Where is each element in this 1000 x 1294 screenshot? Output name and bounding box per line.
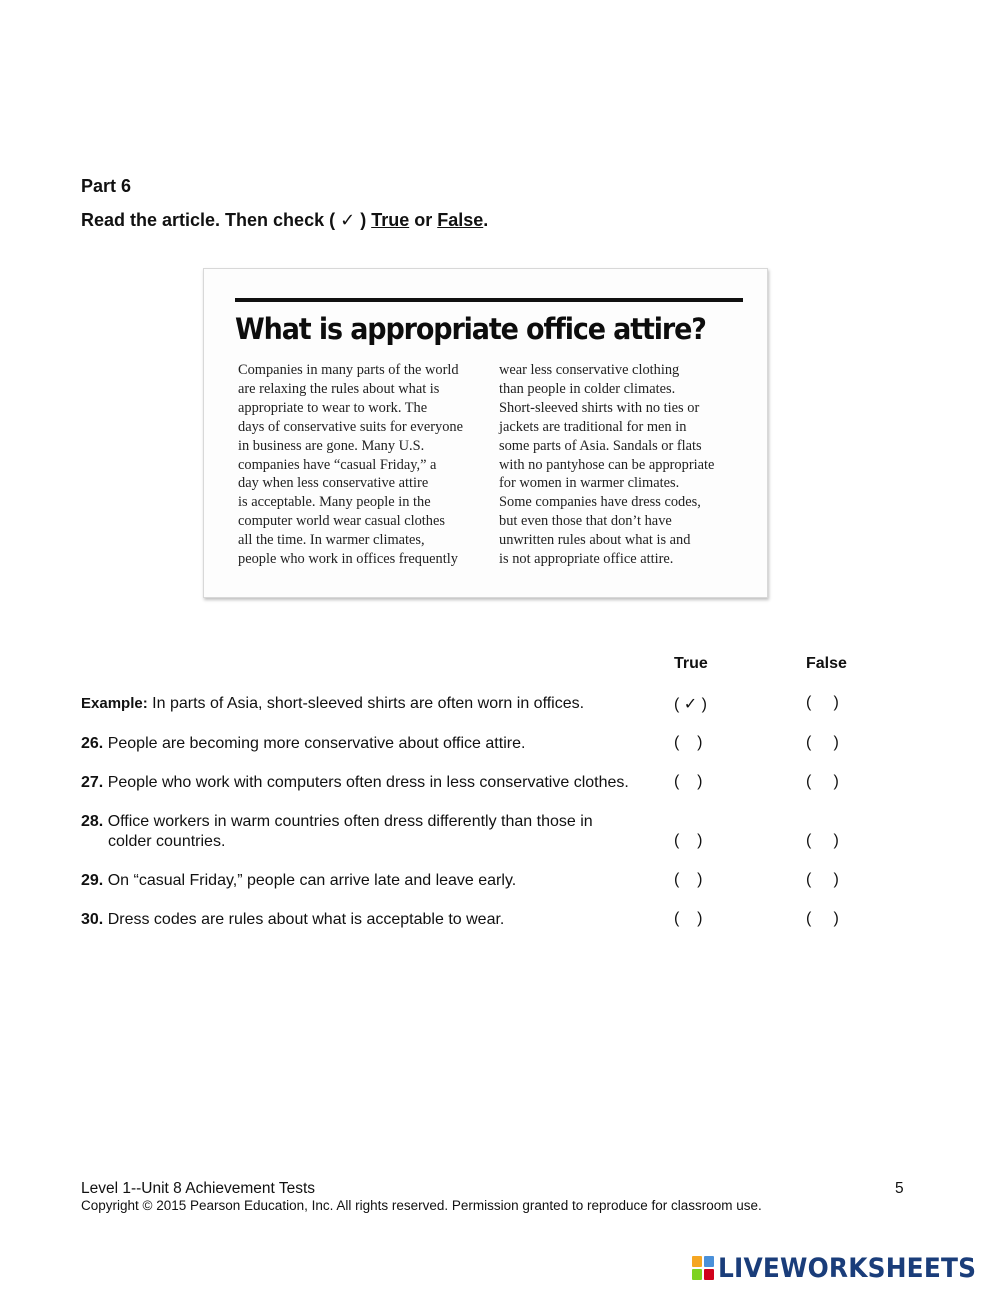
article-line: people who work in offices frequently: [238, 551, 458, 568]
article-headline: What is appropriate office attire?: [235, 312, 706, 346]
question-number: 29.: [81, 872, 104, 889]
instruction-end: .: [483, 210, 489, 230]
false-checkbox[interactable]: ( ): [806, 910, 839, 927]
logo-mark-icon: [692, 1256, 714, 1280]
article-line: are relaxing the rules about what is: [238, 380, 440, 397]
logo-square: [704, 1256, 714, 1267]
question-number: 27.: [81, 774, 104, 791]
question-number: 26.: [81, 735, 104, 752]
false-checkbox[interactable]: ( ): [806, 773, 839, 790]
question-number: 28.: [81, 813, 104, 830]
article-line: in business are gone. Many U.S.: [238, 437, 425, 454]
article-line: unwritten rules about what is and: [499, 532, 691, 549]
question-26: [81, 734, 525, 754]
article-line: all the time. In warmer climates,: [238, 532, 425, 549]
article-line: appropriate to wear to work. The: [238, 399, 428, 416]
question-28: [81, 812, 593, 852]
article-line: is not appropriate office attire.: [499, 551, 674, 568]
logo-text: LIVEWORKSHEETS: [718, 1252, 977, 1284]
question-text: On “casual Friday,” people can arrive late and leave early.: [103, 872, 517, 889]
false-column-header: False: [806, 655, 847, 672]
article-line: wear less conservative clothing: [499, 362, 680, 378]
footer-copyright: Copyright © 2015 Pearson Education, Inc. All rights reserved. Permission granted to reproduce for classroom use.: [81, 1198, 762, 1213]
article-line: jackets are traditional for men in: [499, 418, 687, 435]
example-text: In parts of Asia, short-sleeved shirts are often worn in offices.: [147, 695, 585, 712]
instruction-false-word: False: [437, 210, 484, 230]
article-line: is acceptable. Many people in the: [238, 494, 431, 511]
example-question: [81, 694, 584, 714]
article-image: [203, 268, 768, 598]
article-line: Short-sleeved shirts with no ties or: [499, 399, 700, 416]
false-checkbox[interactable]: ( ): [806, 734, 839, 751]
instruction-true-word: True: [371, 210, 410, 230]
question-number: 30.: [81, 911, 104, 928]
false-checkbox[interactable]: ( ): [806, 871, 839, 888]
question-text: People who work with computers often dress in less conservative clothes.: [103, 774, 629, 791]
page-number: 5: [895, 1180, 904, 1197]
instruction-lead: Read the article. Then check (: [81, 210, 341, 230]
true-column-header: True: [674, 655, 708, 672]
true-checkbox[interactable]: ( ): [674, 734, 703, 751]
instruction: [81, 210, 488, 231]
article-line: computer world wear casual clothes: [238, 513, 445, 530]
instruction-middle: ): [355, 210, 372, 230]
article-line: but even those that don’t have: [499, 513, 672, 530]
example-true-box: ( ✓ ): [674, 696, 707, 713]
question-30: [81, 910, 504, 930]
article-column-2: [499, 361, 714, 569]
question-text: People are becoming more conservative about office attire.: [103, 735, 526, 752]
question-text: Office workers in warm countries often dress differently than those in: [103, 813, 593, 830]
question-29: [81, 871, 516, 891]
logo-square: [704, 1269, 714, 1280]
true-checkbox[interactable]: ( ): [674, 773, 703, 790]
question-27: [81, 773, 629, 793]
liveworksheets-logo: [692, 1253, 999, 1283]
article-line: days of conservative suits for everyone: [238, 418, 463, 435]
logo-square: [692, 1269, 702, 1280]
part-title: Part 6: [81, 176, 132, 196]
example-false-box: ( ): [806, 694, 839, 711]
article-line: with no pantyhose can be appropriate: [499, 456, 715, 473]
true-checkbox[interactable]: ( ): [674, 871, 703, 888]
example-label: Example:: [81, 695, 148, 712]
false-checkbox[interactable]: ( ): [806, 832, 839, 849]
instruction-or: or: [409, 210, 438, 230]
article-line: some parts of Asia. Sandals or flats: [499, 437, 702, 454]
check-mark-icon: ✓: [340, 210, 356, 230]
question-text-continued: colder countries.: [108, 833, 226, 850]
article-line: than people in colder climates.: [499, 380, 676, 397]
article-line: for women in warmer climates.: [499, 475, 680, 492]
true-checkbox[interactable]: ( ): [674, 832, 703, 849]
true-checkbox[interactable]: ( ): [674, 910, 703, 927]
article-column-1: [238, 361, 463, 569]
article-line: companies have “casual Friday,” a: [238, 456, 437, 473]
article-line: day when less conservative attire: [238, 475, 429, 492]
footer-title: Level 1--Unit 8 Achievement Tests: [81, 1180, 316, 1197]
question-text: Dress codes are rules about what is acceptable to wear.: [103, 911, 505, 928]
article-line: Some companies have dress codes,: [499, 494, 701, 511]
logo-square: [692, 1256, 702, 1267]
article-line: Companies in many parts of the world: [238, 362, 459, 378]
article-top-rule: [235, 298, 743, 302]
